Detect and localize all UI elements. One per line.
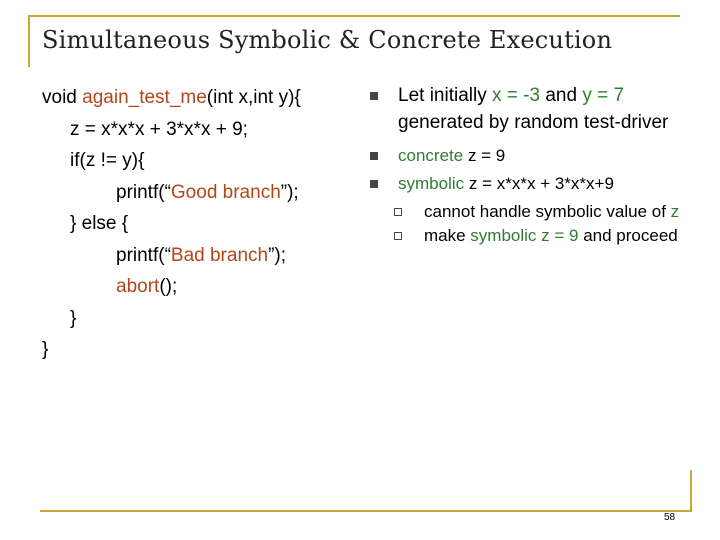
frame-bottom-line xyxy=(40,510,692,512)
frame-top-line xyxy=(28,15,680,17)
sub-bullet-make-symbolic xyxy=(394,224,680,248)
code-block xyxy=(42,82,372,366)
code-line-5: } else { xyxy=(70,213,129,234)
code-line-4 xyxy=(42,177,372,209)
square-bullet-icon xyxy=(370,82,398,100)
bullet-text: Let initially x = -3 and y = 7 generated by random test-driver xyxy=(398,85,669,133)
hollow-square-bullet-icon xyxy=(394,200,424,216)
code-printf-close: ”); xyxy=(268,244,287,266)
code-string-good: Good branch xyxy=(170,181,281,203)
code-keyword: void xyxy=(42,87,83,108)
hollow-square-bullet-icon xyxy=(394,224,424,240)
bullet-text: concrete z = 9 xyxy=(398,146,506,165)
code-line-2: z = x*x*x + 3*x*x + 9; xyxy=(70,118,248,140)
frame-left-line xyxy=(28,15,30,67)
bullet-item-symbolic xyxy=(370,172,680,196)
sub-bullet-cannot-handle xyxy=(394,200,680,224)
code-printf: printf(“ xyxy=(116,244,171,266)
sub-bullet-text: cannot handle symbolic value of z xyxy=(424,202,680,221)
bullet-item-concrete xyxy=(370,144,680,168)
square-bullet-icon xyxy=(370,172,398,188)
code-abort: abort xyxy=(116,276,160,297)
code-line-9: } xyxy=(42,339,49,360)
code-abort-parens: (); xyxy=(159,276,178,297)
sub-bullet-text: make symbolic z = 9 and proceed xyxy=(424,226,678,245)
bullet-text: symbolic z = x*x*x + 3*x*x+9 xyxy=(398,174,614,193)
page-number: 58 xyxy=(664,512,676,523)
code-line-1 xyxy=(42,82,372,114)
code-line-7 xyxy=(42,271,372,303)
square-bullet-icon xyxy=(370,144,398,160)
code-printf: printf(“ xyxy=(116,181,171,203)
bullet-item-initial-values xyxy=(370,82,680,136)
code-printf-close: ”); xyxy=(280,181,299,203)
code-line-6 xyxy=(42,240,372,272)
bullet-list xyxy=(370,82,680,248)
code-params: (int x,int y){ xyxy=(206,87,301,108)
slide-title: Simultaneous Symbolic & Concrete Execution xyxy=(42,26,613,54)
code-line-8: } xyxy=(70,307,77,329)
code-string-bad: Bad branch xyxy=(170,244,269,266)
code-function-name: again_test_me xyxy=(82,87,207,108)
frame-right-line xyxy=(690,470,692,512)
code-line-3: if(z != y){ xyxy=(70,150,145,171)
